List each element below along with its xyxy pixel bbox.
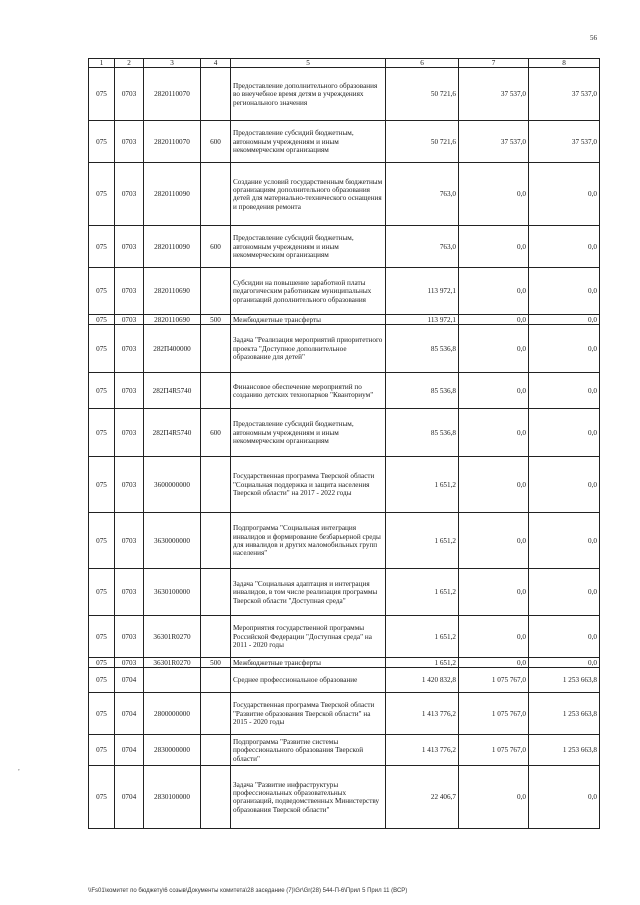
amount-col-8: 0,0: [529, 766, 600, 829]
amount-col-6: 763,0: [386, 163, 459, 226]
page-number: 56: [590, 34, 597, 42]
amount-col-8: 0,0: [529, 658, 600, 668]
table-row: [89, 268, 600, 315]
table-row: [89, 163, 600, 226]
section-code: 0703: [115, 268, 144, 315]
item-name: Мероприятия государственной программы Российской Федерации "Доступная среда" на 2011 - 2020 годы: [231, 616, 386, 658]
expense-type: 600: [201, 409, 231, 457]
amount-col-7: 0,0: [459, 409, 529, 457]
target-article: 2820110070: [144, 121, 201, 163]
section-code: 0703: [115, 616, 144, 658]
item-name: Государственная программа Тверской области "Социальная поддержка и защита населения Тверской области" на 2017 - 2022 годы: [231, 457, 386, 513]
admin-code: 075: [89, 668, 115, 693]
table-row: [89, 68, 600, 121]
expense-type: [201, 569, 231, 616]
target-article: [144, 668, 201, 693]
admin-code: 075: [89, 325, 115, 373]
item-name: Подпрограмма "Социальная интеграция инвалидов и формирование безбарьерной среды для инвалидов и других маломобильных групп населения": [231, 513, 386, 569]
expense-type: [201, 68, 231, 121]
amount-col-6: 50 721,6: [386, 68, 459, 121]
table-row: [89, 409, 600, 457]
target-article: 2820110070: [144, 68, 201, 121]
expense-type: [201, 268, 231, 315]
amount-col-6: 113 972,1: [386, 268, 459, 315]
admin-code: 075: [89, 373, 115, 409]
amount-col-8: 1 253 663,8: [529, 693, 600, 735]
item-name: Межбюджетные трансферты: [231, 658, 386, 668]
target-article: 2820110090: [144, 226, 201, 268]
amount-col-7: 0,0: [459, 513, 529, 569]
admin-code: 075: [89, 163, 115, 226]
amount-col-6: 1 420 832,8: [386, 668, 459, 693]
item-name: Финансовое обеспечение мероприятий по созданию детских технопарков "Кванториум": [231, 373, 386, 409]
amount-col-7: 0,0: [459, 569, 529, 616]
admin-code: 075: [89, 569, 115, 616]
table-row: [89, 226, 600, 268]
expense-type: [201, 668, 231, 693]
admin-code: 075: [89, 68, 115, 121]
admin-code: 075: [89, 766, 115, 829]
column-header: 8: [529, 59, 600, 68]
section-code: 0703: [115, 658, 144, 668]
column-header: 3: [144, 59, 201, 68]
admin-code: 075: [89, 735, 115, 766]
admin-code: 075: [89, 457, 115, 513]
section-code: 0703: [115, 68, 144, 121]
admin-code: 075: [89, 513, 115, 569]
amount-col-7: 0,0: [459, 163, 529, 226]
amount-col-6: 50 721,6: [386, 121, 459, 163]
amount-col-6: 85 536,8: [386, 325, 459, 373]
item-name: Межбюджетные трансферты: [231, 315, 386, 325]
expense-type: 500: [201, 315, 231, 325]
amount-col-6: 1 651,2: [386, 658, 459, 668]
item-name: Предоставление субсидий бюджетным, автономным учреждениям и иным некоммерческим организациям: [231, 121, 386, 163]
amount-col-7: 0,0: [459, 268, 529, 315]
item-name: Предоставление субсидий бюджетным, автономным учреждениям и иным некоммерческим организациям: [231, 409, 386, 457]
file-path-footer: \\Fs01\комитет по бюджету\6 созыв\Документы комитета\28 заседание (7)\Gr\Gr(28) 544-П-6\Прил 5 Прил 11 (ВСР): [88, 888, 408, 894]
target-article: 282П4R5740: [144, 373, 201, 409]
table-body: [89, 68, 600, 829]
amount-col-8: 0,0: [529, 513, 600, 569]
amount-col-7: 0,0: [459, 373, 529, 409]
table-row: [89, 513, 600, 569]
budget-table: [88, 58, 600, 829]
section-code: 0703: [115, 513, 144, 569]
section-code: 0703: [115, 569, 144, 616]
column-header: 7: [459, 59, 529, 68]
column-header: 2: [115, 59, 144, 68]
item-name: Задача "Развитие инфраструктуры профессиональных образовательных организаций, подведомственных Министерству образования Тверской области": [231, 766, 386, 829]
amount-col-7: 0,0: [459, 766, 529, 829]
amount-col-8: 0,0: [529, 409, 600, 457]
section-code: 0703: [115, 163, 144, 226]
amount-col-8: 0,0: [529, 325, 600, 373]
column-header: 1: [89, 59, 115, 68]
table-row: [89, 668, 600, 693]
item-name: Задача "Реализация мероприятий приоритетного проекта "Доступное дополнительное образование для детей": [231, 325, 386, 373]
amount-col-7: 1 075 767,0: [459, 668, 529, 693]
item-name: Субсидии на повышение заработной платы педагогическим работникам муниципальных организаций дополнительного образования: [231, 268, 386, 315]
amount-col-6: 1 651,2: [386, 457, 459, 513]
table-row: [89, 569, 600, 616]
table-row: [89, 315, 600, 325]
item-name: Создание условий государственным бюджетным организациям дополнительного образования детей для материально-технического оснащения и проведения ремонта: [231, 163, 386, 226]
target-article: 3630100000: [144, 569, 201, 616]
table-row: [89, 616, 600, 658]
admin-code: 075: [89, 409, 115, 457]
expense-type: [201, 735, 231, 766]
admin-code: 075: [89, 315, 115, 325]
amount-col-8: 0,0: [529, 373, 600, 409]
amount-col-7: 0,0: [459, 616, 529, 658]
admin-code: 075: [89, 268, 115, 315]
amount-col-6: 763,0: [386, 226, 459, 268]
section-code: 0703: [115, 457, 144, 513]
table-row: [89, 693, 600, 735]
admin-code: 075: [89, 658, 115, 668]
section-code: 0703: [115, 121, 144, 163]
expense-type: [201, 325, 231, 373]
expense-type: [201, 163, 231, 226]
amount-col-8: 1 253 663,8: [529, 668, 600, 693]
expense-type: [201, 513, 231, 569]
section-code: 0703: [115, 226, 144, 268]
target-article: 2830100000: [144, 766, 201, 829]
expense-type: [201, 616, 231, 658]
amount-col-6: 1 413 776,2: [386, 735, 459, 766]
admin-code: 075: [89, 616, 115, 658]
amount-col-8: 0,0: [529, 226, 600, 268]
target-article: 3600000000: [144, 457, 201, 513]
amount-col-6: 1 651,2: [386, 569, 459, 616]
amount-col-8: 37 537,0: [529, 68, 600, 121]
column-header: 5: [231, 59, 386, 68]
amount-col-6: 1 651,2: [386, 513, 459, 569]
target-article: 282П4R5740: [144, 409, 201, 457]
item-name: Предоставление субсидий бюджетным, автономным учреждениям и иным некоммерческим организациям: [231, 226, 386, 268]
section-code: 0703: [115, 373, 144, 409]
column-header: 6: [386, 59, 459, 68]
admin-code: 075: [89, 693, 115, 735]
amount-col-8: 1 253 663,8: [529, 735, 600, 766]
section-code: 0704: [115, 693, 144, 735]
scan-mark: ,: [18, 764, 20, 772]
table-row: [89, 325, 600, 373]
target-article: 2800000000: [144, 693, 201, 735]
target-article: 3630000000: [144, 513, 201, 569]
section-code: 0704: [115, 766, 144, 829]
expense-type: [201, 373, 231, 409]
amount-col-6: 85 536,8: [386, 409, 459, 457]
section-code: 0703: [115, 325, 144, 373]
amount-col-6: 1 651,2: [386, 616, 459, 658]
amount-col-7: 37 537,0: [459, 68, 529, 121]
section-code: 0704: [115, 735, 144, 766]
target-article: 36301R0270: [144, 616, 201, 658]
amount-col-8: 0,0: [529, 268, 600, 315]
item-name: Государственная программа Тверской области "Развитие образования Тверской области" на 2015 - 2020 годы: [231, 693, 386, 735]
table-row: [89, 658, 600, 668]
amount-col-7: 0,0: [459, 226, 529, 268]
item-name: Подпрограмма "Развитие системы профессионального образования Тверской области": [231, 735, 386, 766]
amount-col-6: 113 972,1: [386, 315, 459, 325]
expense-type: 600: [201, 121, 231, 163]
column-header: 4: [201, 59, 231, 68]
target-article: 2830000000: [144, 735, 201, 766]
section-code: 0704: [115, 668, 144, 693]
table-row: [89, 373, 600, 409]
amount-col-8: 0,0: [529, 457, 600, 513]
amount-col-8: 0,0: [529, 569, 600, 616]
target-article: 36301R0270: [144, 658, 201, 668]
target-article: 2820110690: [144, 315, 201, 325]
amount-col-8: 0,0: [529, 163, 600, 226]
item-name: Задача "Социальная адаптация и интеграция инвалидов, в том числе реализация программы Тверской области "Доступная среда": [231, 569, 386, 616]
amount-col-7: 0,0: [459, 325, 529, 373]
amount-col-8: 0,0: [529, 315, 600, 325]
section-code: 0703: [115, 409, 144, 457]
table-row: [89, 766, 600, 829]
amount-col-7: 37 537,0: [459, 121, 529, 163]
table-row: [89, 457, 600, 513]
table-row: [89, 735, 600, 766]
expense-type: [201, 457, 231, 513]
admin-code: 075: [89, 121, 115, 163]
table-row: [89, 121, 600, 163]
amount-col-8: 0,0: [529, 616, 600, 658]
header-row: [89, 59, 600, 68]
amount-col-8: 37 537,0: [529, 121, 600, 163]
amount-col-7: 1 075 767,0: [459, 735, 529, 766]
target-article: 282П400000: [144, 325, 201, 373]
amount-col-6: 22 406,7: [386, 766, 459, 829]
target-article: 2820110690: [144, 268, 201, 315]
expense-type: [201, 693, 231, 735]
amount-col-7: 0,0: [459, 315, 529, 325]
expense-type: 600: [201, 226, 231, 268]
amount-col-7: 1 075 767,0: [459, 693, 529, 735]
admin-code: 075: [89, 226, 115, 268]
target-article: 2820110090: [144, 163, 201, 226]
amount-col-6: 1 413 776,2: [386, 693, 459, 735]
expense-type: 500: [201, 658, 231, 668]
section-code: 0703: [115, 315, 144, 325]
amount-col-7: 0,0: [459, 457, 529, 513]
item-name: Предоставление дополнительного образования во внеучебное время детям в учреждениях регионального значения: [231, 68, 386, 121]
expense-type: [201, 766, 231, 829]
amount-col-6: 85 536,8: [386, 373, 459, 409]
amount-col-7: 0,0: [459, 658, 529, 668]
item-name: Среднее профессиональное образование: [231, 668, 386, 693]
